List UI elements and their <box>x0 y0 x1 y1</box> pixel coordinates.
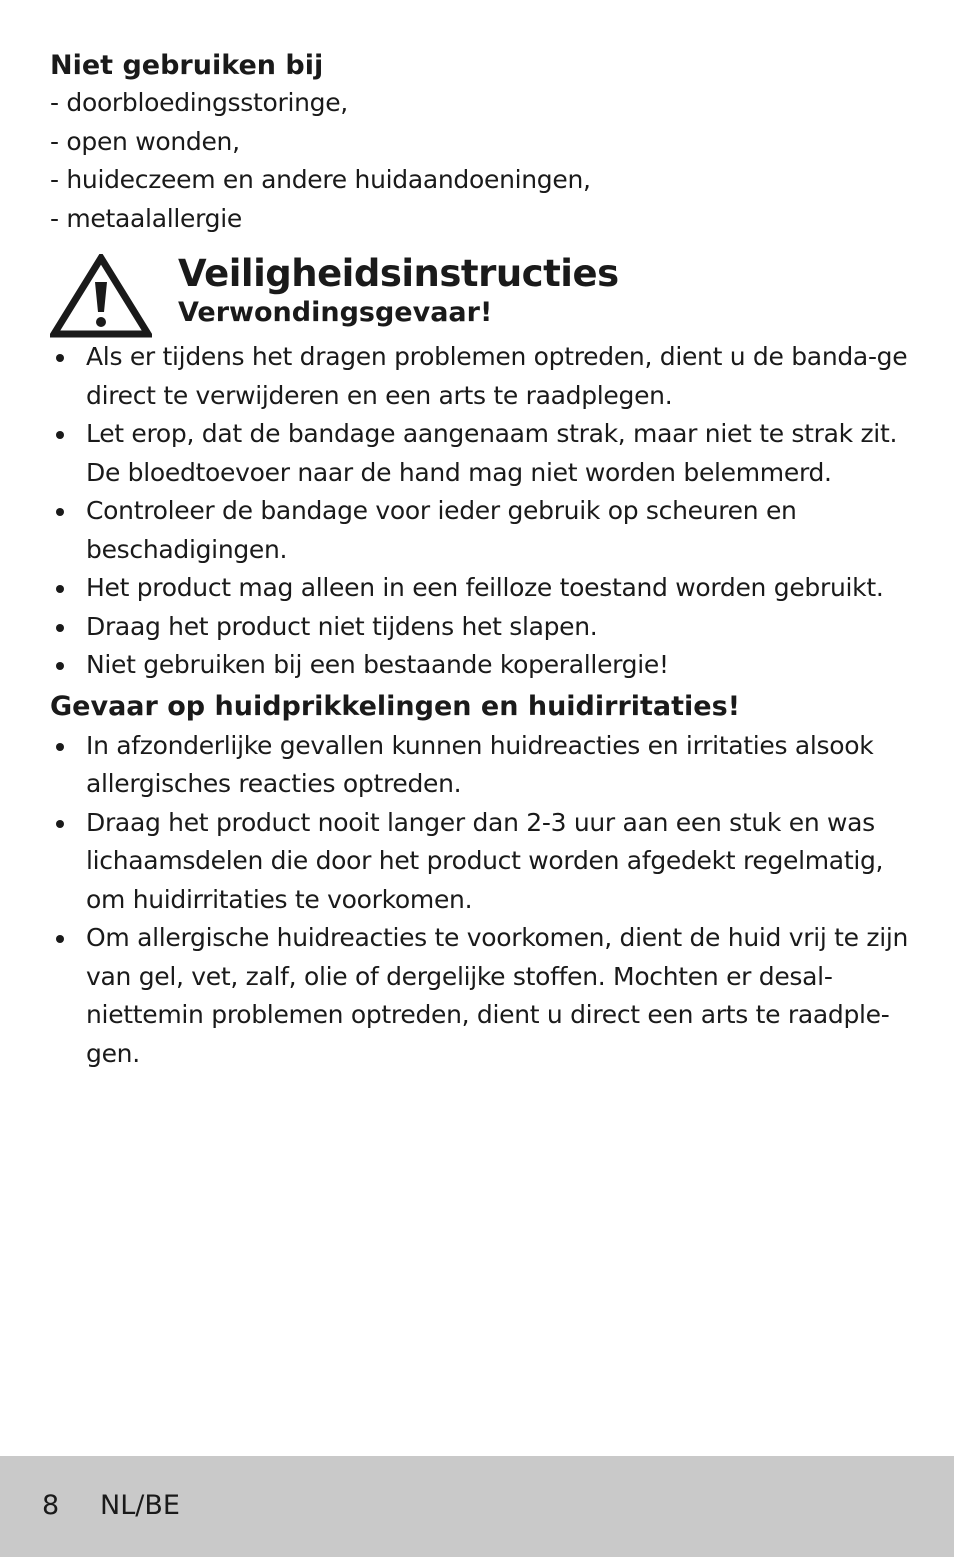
injury-warning-title: Verwondingsgevaar! <box>178 297 493 328</box>
list-item: Als er tijdens het dragen problemen optreden, dient u de banda-ge direct te verwijderen en een arts te raadplegen. <box>50 338 910 415</box>
list-item: - metaalallergie <box>50 200 910 239</box>
list-item: Om allergische huidreacties te voorkomen, dient de huid vrij te zijn van gel, vet, zalf, olie of dergelijke stoffen. Mochten er desal-niettemin problemen optreden, dient u direct een arts te raadple-gen. <box>50 919 910 1073</box>
list-item: Draag het product niet tijdens het slapen. <box>50 608 910 647</box>
page-number: 8 <box>42 1490 60 1521</box>
list-item: Niet gebruiken bij een bestaande koperallergie! <box>50 646 910 685</box>
list-item: Draag het product nooit langer dan 2-3 uur aan een stuk en was lichaamsdelen die door het product worden afgedekt regelmatig, om huidirritaties te voorkomen. <box>50 804 910 920</box>
locale-label: NL/BE <box>100 1490 180 1521</box>
list-item: - open wonden, <box>50 123 910 162</box>
skin-list <box>50 727 910 1074</box>
safety-list <box>50 338 910 685</box>
list-item: Controleer de bandage voor ieder gebruik op scheuren en beschadigingen. <box>50 492 910 569</box>
list-item: In afzonderlijke gevallen kunnen huidreacties en irritaties alsook allergisches reacties optreden. <box>50 727 910 804</box>
safety-header <box>50 254 910 338</box>
skin-irritation-title: Gevaar op huidprikkelingen en huidirritaties! <box>50 690 741 722</box>
page-footer <box>0 1456 954 1557</box>
list-item: - huideczeem en andere huidaandoeningen, <box>50 161 910 200</box>
contraindications-title: Niet gebruiken bij <box>50 50 324 81</box>
list-item: - doorbloedingsstoringe, <box>50 84 910 123</box>
safety-title: Veiligheidsinstructies <box>178 252 619 295</box>
warning-triangle-icon <box>50 254 152 338</box>
list-item: Het product mag alleen in een feilloze toestand worden gebruikt. <box>50 569 910 608</box>
list-item: Let erop, dat de bandage aangenaam strak, maar niet te strak zit. De bloedtoevoer naar de hand mag niet worden belemmerd. <box>50 415 910 492</box>
contraindications-list <box>50 84 910 238</box>
page-content <box>50 48 910 1073</box>
